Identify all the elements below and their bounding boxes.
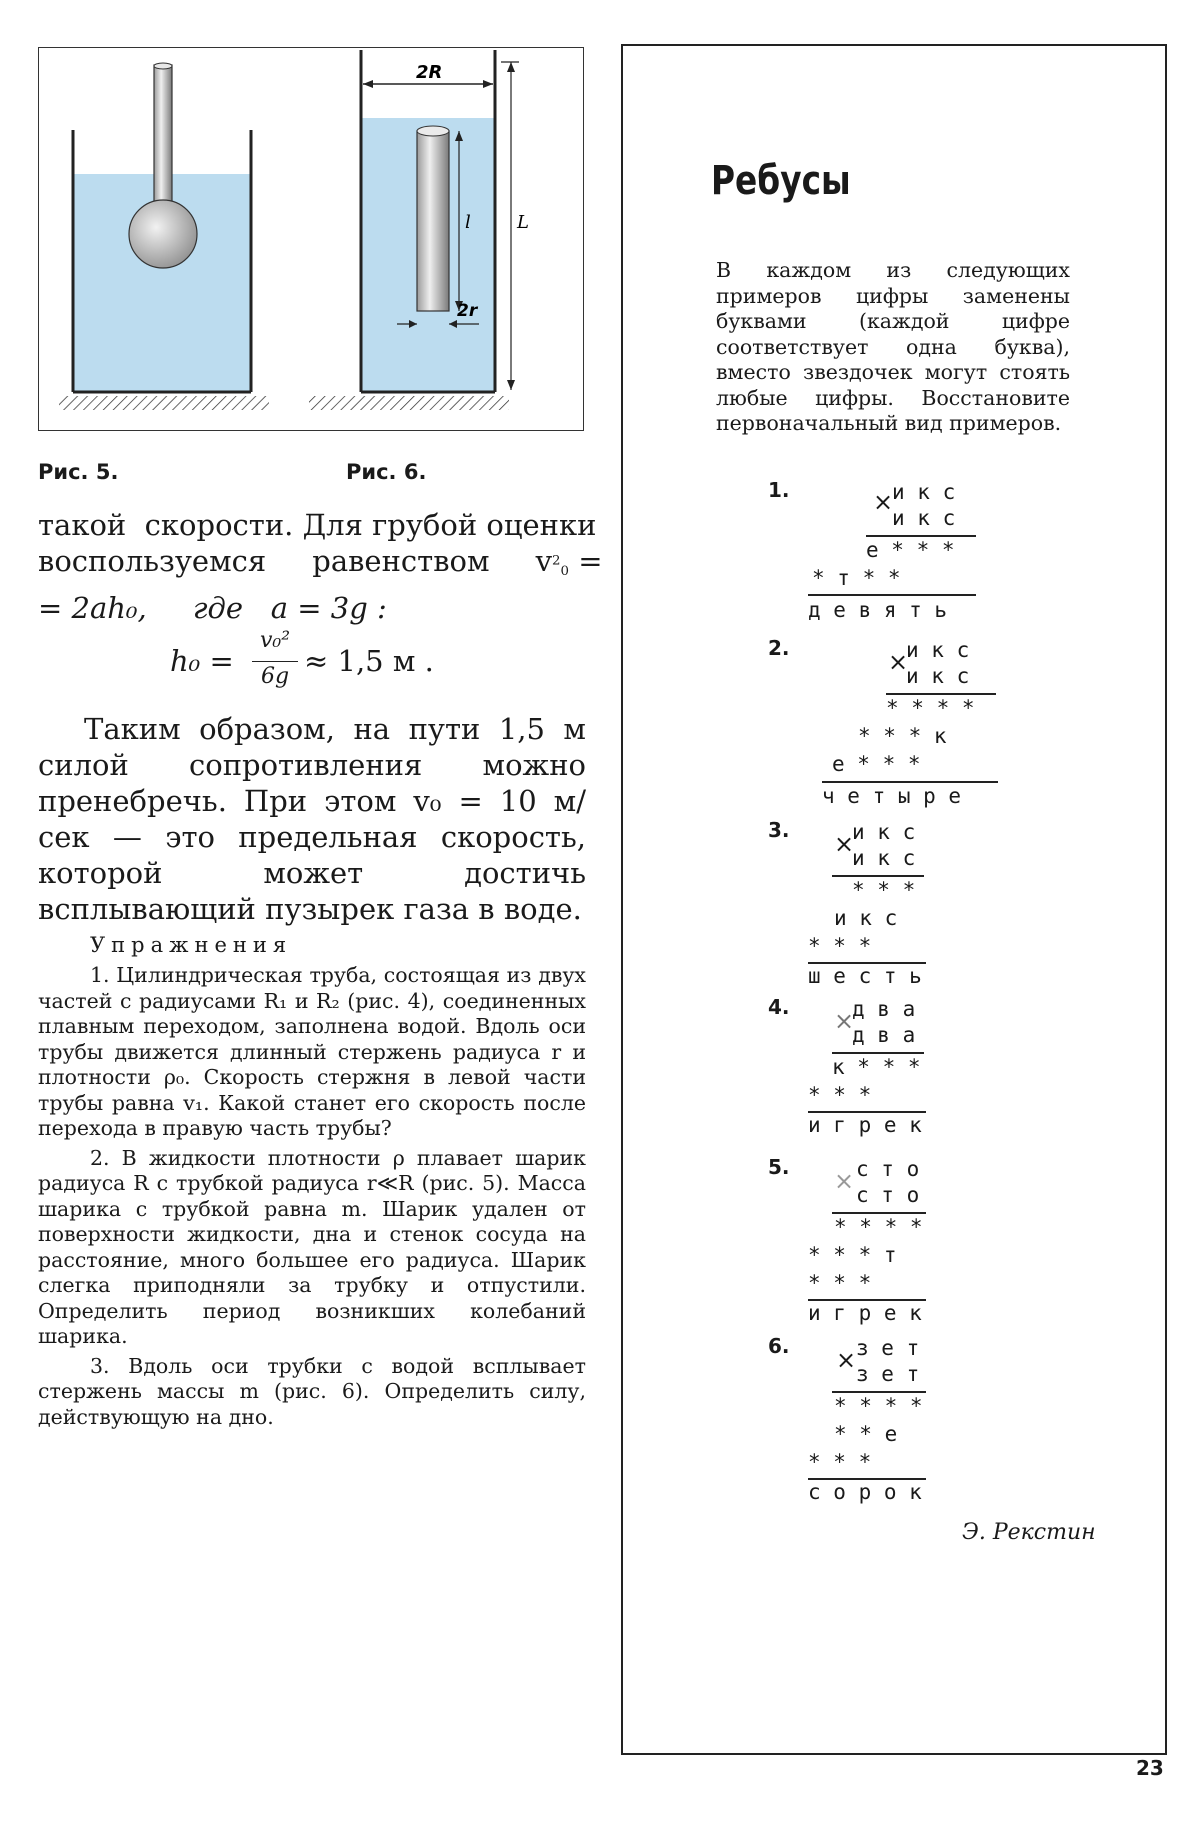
page-number: 23 — [1136, 1756, 1164, 1780]
puzzle-2-number: 2. — [768, 636, 790, 660]
v0-subscript: 0 — [560, 564, 569, 580]
puzzle-5-line-1 — [832, 1212, 926, 1214]
puzzle-3-multiplicand: и к с — [852, 820, 916, 844]
puzzle-1-result: д е в я т ь — [808, 598, 948, 622]
puzzle-3-partial-1: * * * — [852, 878, 916, 902]
puzzle-1-number: 1. — [768, 478, 790, 502]
para1-line2-text: воспользуемся равенством v — [38, 544, 553, 578]
figure-drawings — [39, 48, 585, 432]
puzzle-2-line-1 — [886, 693, 996, 695]
exercise-3-num: 3. — [90, 1353, 110, 1378]
puzzle-2-partial-3: е * * * — [832, 752, 921, 776]
fig5-floor-hatch — [59, 396, 269, 410]
exercises-title: Упражнения — [90, 933, 293, 957]
formula-rhs: ≈ 1,5 м . — [304, 644, 434, 678]
puzzle-5-number: 5. — [768, 1155, 790, 1179]
exercises-list — [38, 963, 586, 1434]
exercise-1-num: 1. — [90, 963, 110, 987]
fig5-ball — [129, 200, 197, 268]
rebus-intro: В каждом из следующих примеров цифры заменены буквами (каждой цифре соответствует одна буква), вместо звездочек могут стоять любые цифры. Восстановите первоначальный вид примеров. — [716, 258, 1070, 435]
puzzle-4-multiplier: д в а — [852, 1023, 916, 1047]
puzzle-6-partial-1: * * * * — [834, 1394, 923, 1418]
puzzle-2-partial-2: * * * к — [858, 724, 947, 748]
puzzle-5-multiplier: с т о — [856, 1183, 920, 1207]
puzzle-6-result: с о р о к — [808, 1480, 922, 1504]
puzzle-1-line-1 — [866, 535, 976, 537]
puzzle-3-times-sign: × — [834, 830, 855, 858]
puzzle-1-partial-1: е * * * — [866, 538, 955, 562]
puzzle-6-line-1 — [832, 1391, 926, 1393]
formula-lhs: h₀ = — [170, 644, 234, 678]
puzzle-2-multiplicand: и к с — [906, 638, 970, 662]
puzzle-6-number: 6. — [768, 1334, 790, 1358]
formula-denominator: 6g — [260, 664, 290, 689]
puzzle-5-partial-1: * * * * — [834, 1215, 923, 1239]
fig6-label-L: L — [517, 212, 529, 233]
puzzle-2-multiplier: и к с — [906, 664, 970, 688]
exercise-2 — [38, 1146, 586, 1350]
puzzle-4-partial-1: к * * * — [832, 1055, 921, 1079]
para1-line2 — [38, 543, 603, 590]
puzzle-6-multiplicand: з е т — [856, 1336, 920, 1360]
puzzle-4-times-sign: × — [834, 1007, 855, 1035]
fig6-floor-hatch — [309, 396, 509, 410]
puzzle-2-line-2 — [822, 781, 998, 783]
rebus-author: Э. Рекстин — [962, 1520, 1096, 1545]
figure-6-vessel — [309, 50, 529, 410]
para2-block — [38, 711, 586, 927]
puzzle-2-partial-1: * * * * — [886, 696, 975, 720]
fig6-label-2R: 2R — [416, 62, 443, 83]
figure-5-vessel — [59, 63, 269, 410]
exercise-3 — [38, 1354, 586, 1431]
v0-superscript: 2 — [552, 553, 561, 569]
fig6-rod — [417, 131, 449, 311]
puzzle-5-multiplicand: с т о — [856, 1157, 920, 1181]
puzzle-6-partial-3: * * * — [808, 1450, 872, 1474]
puzzle-1-multiplicand: и к с — [892, 480, 956, 504]
fig6-label-l: l — [465, 212, 471, 233]
para1-line1: такой скорости. Для грубой оценки — [38, 508, 597, 542]
para2: Таким образом, на пути 1,5 м силой сопротивления можно пренебречь. При этом v₀ = 10 м/сек — это предельная скорость, которой может достичь всплывающий пузырек газа в воде. — [38, 712, 586, 926]
formula-fraction-bar — [252, 661, 298, 662]
puzzle-6-multiplier: з е т — [856, 1362, 920, 1386]
puzzle-5-partial-3: * * * — [808, 1271, 872, 1295]
puzzle-4-multiplicand: д в а — [852, 997, 916, 1021]
puzzle-4-line-1 — [832, 1052, 924, 1054]
main-text — [38, 507, 603, 626]
fig5-caption: Рис. 5. — [38, 460, 119, 484]
puzzle-3-partial-3: * * * — [808, 934, 872, 958]
puzzle-5-partial-2: * * * т — [808, 1243, 897, 1267]
exercise-3-text: Вдоль оси трубки с водой всплывает стержень массы m (рис. 6). Определить силу, действующую на дно. — [38, 1353, 586, 1429]
puzzle-1-line-2 — [808, 594, 976, 596]
puzzle-4-partial-2: * * * — [808, 1083, 872, 1107]
exercise-2-num: 2. — [90, 1145, 110, 1170]
puzzle-3-line-1 — [832, 875, 924, 877]
puzzle-5-times-sign: × — [834, 1167, 855, 1195]
fig6-caption: Рис. 6. — [346, 460, 427, 484]
fig6-label-2r: 2r — [457, 301, 478, 321]
puzzle-3-result: ш е с т ь — [808, 964, 922, 988]
para1-line3: = 2ah₀, где a = 3g : — [38, 591, 387, 626]
formula-numerator: v₀² — [259, 628, 291, 653]
puzzle-1-partial-2: * т * * — [812, 566, 901, 590]
puzzle-3-number: 3. — [768, 818, 790, 842]
puzzle-4-result: и г р е к — [808, 1113, 922, 1137]
puzzle-1-times-sign: × — [873, 488, 894, 516]
puzzle-1-multiplier: и к с — [892, 506, 956, 530]
fig5-tube — [154, 65, 172, 211]
exercise-1-text: Цилиндрическая труба, состоящая из двух частей с радиусами R₁ и R₂ (рис. 4), соединенных плавным переходом, заполнена водой. Вдоль оси трубы движется длинный стержень радиуса r и плотности ρ₀. Скорость стержня в левой части трубы равна v₁. Какой станет его скорость после перехода в правую часть трубы? — [38, 963, 586, 1140]
exercise-2-text: В жидкости плотности ρ плавает шарик радиуса R с трубкой радиуса r≪R (рис. 5). Масса шарика с трубкой равна m. Шарик удален от поверхности жидкости, дна и стенок сосуда на расстояние, много большее его радиуса. Шарик слегка приподняли за трубку и отпустили. Определить период возникших колебаний шарика. — [38, 1145, 586, 1348]
puzzle-2-times-sign: × — [888, 648, 909, 676]
puzzle-3-multiplier: и к с — [852, 846, 916, 870]
puzzle-6-partial-2: * * е — [834, 1422, 898, 1446]
puzzle-3-partial-2: и к с — [834, 906, 898, 930]
rebus-title: Ребусы — [711, 158, 851, 204]
exercise-1 — [38, 963, 586, 1142]
puzzle-2-result: ч е т ы р е — [822, 784, 962, 808]
para1-line2-eq: = — [569, 544, 603, 578]
figure-panel — [38, 47, 584, 431]
puzzle-6-times-sign: × — [836, 1346, 857, 1374]
formula-h0 — [170, 628, 450, 698]
puzzle-5-result: и г р е к — [808, 1301, 922, 1325]
puzzle-4-number: 4. — [768, 995, 790, 1019]
